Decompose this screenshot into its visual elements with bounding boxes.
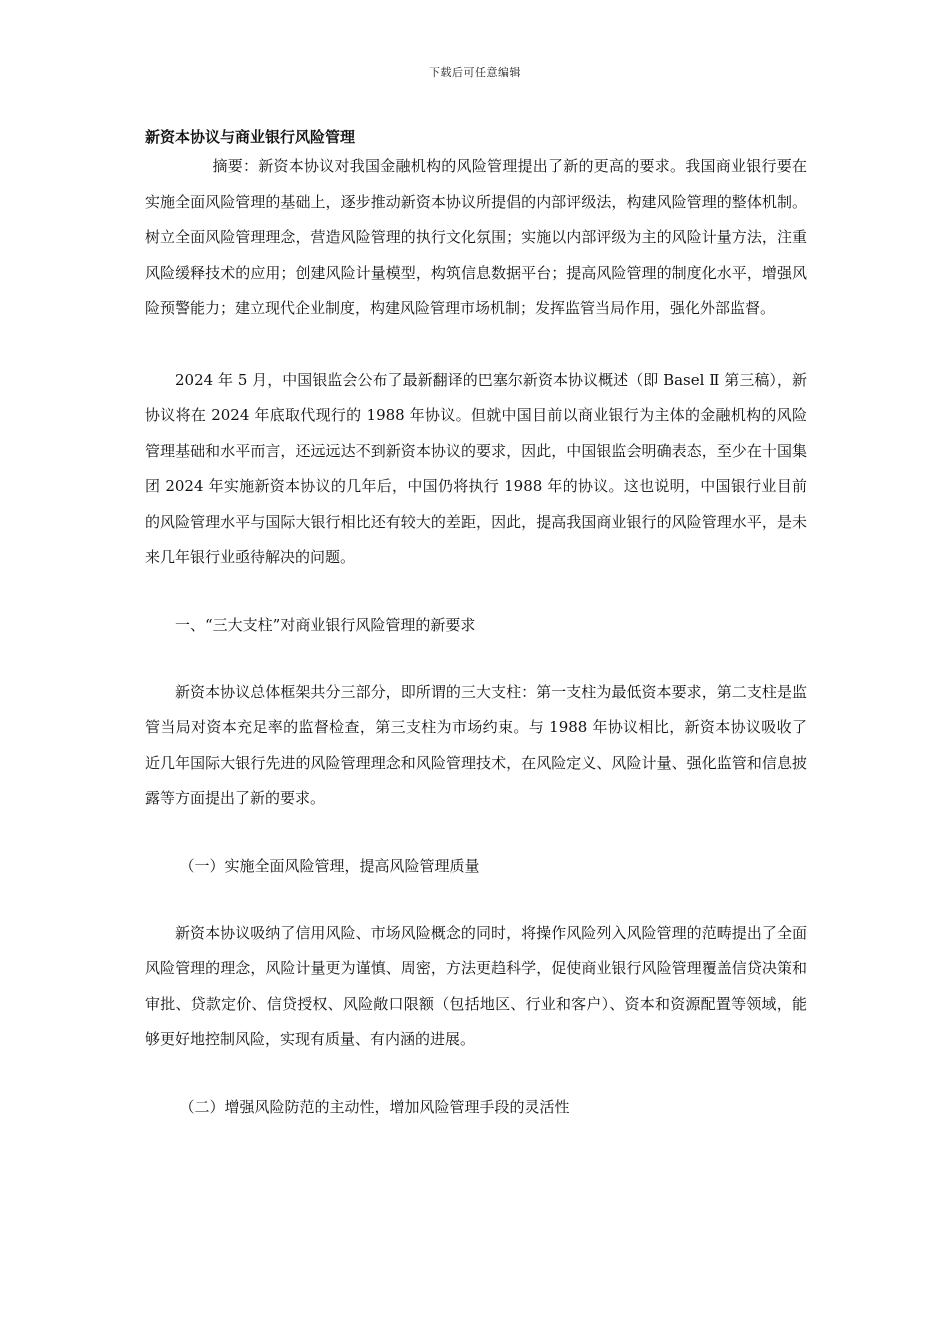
document-title: 新资本协议与商业银行风险管理 <box>145 128 356 146</box>
subsection-heading-1: （一）实施全面风险管理，提高风险管理质量 <box>179 856 480 875</box>
document-body <box>145 122 807 1125</box>
spacer <box>145 884 807 916</box>
section-heading-1: 一、“三大支柱”对商业银行风险管理的新要求 <box>175 615 476 634</box>
spacer <box>145 1058 807 1090</box>
intro-paragraph: 2024 年 5 月，中国银监会公布了最新翻译的巴塞尔新资本协议概述（即 Basel Ⅱ 第三稿），新协议将在 2024 年底取代现行的 1988 年协议。但就中国目前以商业银行为主体的金融机构的风险管理基础和水平而言，还远远达不到新资本协议的要求，因此，中国银监会明确表态，至少在十国集团 2024 年实施新资本协议的几年后，中国仍将执行 1988 年的协议。这也说明，中国银行业目前的风险管理水平与国际大银行相比还有较大的差距，因此，提高我国商业银行的风险管理水平，是未来几年银行业亟待解决的问题。 <box>145 370 807 566</box>
abstract-paragraph: 摘要：新资本协议对我国金融机构的风险管理提出了新的更高的要求。我国商业银行要在实施全面风险管理的基础上，逐步推动新资本协议所提倡的内部评级法，构建风险管理的整体机制。树立全面风险管理理念，营造风险管理的执行文化氛围；实施以内部评级为主的风险计量方法，注重风险缓释技术的应用；创建风险计量模型，构筑信息数据平台；提高风险管理的制度化水平，增强风险预警能力；建立现代企业制度，构建风险管理市场机制；发挥监管当局作用，强化外部监督。 <box>145 157 807 317</box>
section-1-paragraph: 新资本协议总体框架共分三部分，即所谓的三大支柱：第一支柱为最低资本要求，第二支柱是监管当局对资本充足率的监督检查，第三支柱为市场约束。与 1988 年协议相比，新资本协议吸收了近几年国际大银行先进的风险管理理念和风险管理技术，在风险定义、风险计量、强化监管和信息披露等方面提出了新的要求。 <box>145 682 807 807</box>
subsection-1-paragraph: 新资本协议吸纳了信用风险、市场风险概念的同时，将操作风险列入风险管理的范畴提出了全面风险管理的理念，风险计量更为谨慎、周密，方法更趋科学，促使商业银行风险管理覆盖信贷决策和审批、贷款定价、信贷授权、风险敞口限额（包括地区、行业和客户）、资本和资源配置等领域，能够更好地控制风险，实现有质量、有内涵的进展。 <box>145 923 807 1048</box>
spacer <box>145 576 807 608</box>
header-note: 下载后可任意编辑 <box>429 66 521 79</box>
spacer <box>145 327 807 363</box>
spacer <box>145 643 807 675</box>
subsection-heading-2: （二）增强风险防范的主动性，增加风险管理手段的灵活性 <box>179 1097 570 1116</box>
spacer <box>145 817 807 849</box>
